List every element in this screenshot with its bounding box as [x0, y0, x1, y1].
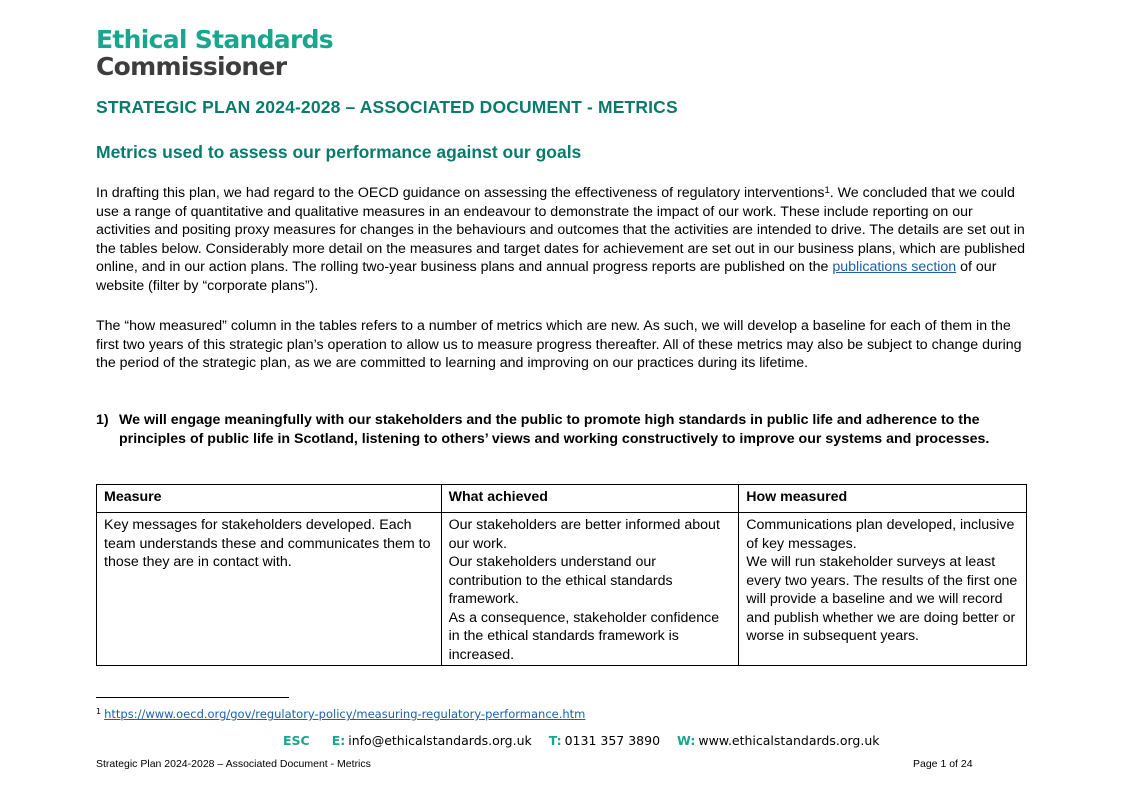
- measured-line-1: Communications plan developed, inclusive of key messages.: [746, 517, 1015, 552]
- achieved-line-1: Our stakeholders are better informed about our work.: [448, 517, 720, 552]
- publications-section-link[interactable]: publications section: [832, 259, 957, 275]
- intro-paragraph: [96, 184, 1026, 295]
- goal-1: [96, 411, 1026, 449]
- cell-what-achieved: [441, 513, 739, 666]
- intro-text-part1: In drafting this plan, we had regard to the OECD guidance on assessing the effectiveness of regulatory interventions: [96, 185, 825, 201]
- table-row: [97, 513, 1027, 666]
- header-measure: Measure: [97, 485, 442, 513]
- table-header-row: [97, 485, 1027, 513]
- how-measured-paragraph: The “how measured” column in the tables refers to a number of metrics which are new. As such, we will develop a baseline for each of them in the first two years of this strategic plan’s operation to allow us to measure progress thereafter. All of these metrics may also be subject to change during the period of the strategic plan, as we are committed to learning and improving on our practices during its lifetime.: [96, 318, 1022, 371]
- logo-line-2: Commissioner: [96, 52, 287, 81]
- intro-text-part3: of our website (filter by “corporate plans”).: [96, 259, 997, 294]
- document-title: STRATEGIC PLAN 2024-2028 – ASSOCIATED DOCUMENT - METRICS: [96, 97, 678, 117]
- measured-line-2: We will run stakeholder surveys at least every two years. The results of the first one will provide a baseline and we will record and publish whether we are doing better or worse in subsequent years.: [746, 554, 1018, 644]
- phone-number: 0131 357 3890: [564, 733, 661, 748]
- page-number: Page 1 of 24: [913, 758, 973, 770]
- footnote-reference[interactable]: 1: [824, 185, 830, 196]
- achieved-line-3: As a consequence, stakeholder confidence in the ethical standards framework is increased.: [448, 609, 720, 663]
- logo-line-1: Ethical Standards: [96, 25, 333, 54]
- phone-label: T:: [548, 733, 562, 748]
- goal-number: 1): [96, 412, 109, 428]
- measure-text: Key messages for stakeholders developed. Each team understands these and communicates them to those they are in contact with.: [104, 517, 431, 570]
- metrics-table: [96, 484, 1027, 666]
- footer-document-name: Strategic Plan 2024-2028 – Associated Document - Metrics: [96, 758, 371, 770]
- cell-measure: [97, 513, 442, 666]
- header-what-achieved: What achieved: [441, 485, 739, 513]
- ethical-standards-logo: [96, 27, 333, 79]
- header-how-measured: How measured: [739, 485, 1027, 513]
- email-label: E:: [331, 733, 346, 748]
- achieved-line-2: Our stakeholders understand our contribution to the ethical standards framework.: [448, 554, 673, 607]
- web-label: W:: [677, 733, 696, 748]
- footnote-number: 1: [96, 707, 102, 716]
- footnote: [96, 707, 585, 721]
- contact-bar: [283, 733, 879, 748]
- oecd-link[interactable]: https://www.oecd.org/gov/regulatory-policy/measuring-regulatory-performance.htm: [104, 707, 586, 721]
- cell-how-measured: [739, 513, 1027, 666]
- esc-brand: ESC: [283, 733, 310, 748]
- footnote-separator: [96, 697, 289, 698]
- email-address[interactable]: info@ethicalstandards.org.uk: [348, 733, 532, 748]
- website[interactable]: www.ethicalstandards.org.uk: [698, 733, 880, 748]
- section-heading: Metrics used to assess our performance against our goals: [96, 142, 582, 162]
- goal-text: We will engage meaningfully with our stakeholders and the public to promote high standards in public life and adherence to the principles of public life in Scotland, listening to others’ views and working constructively to improve our systems and processes.: [119, 412, 990, 447]
- intro-text-part2: . We concluded that we could use a range of quantitative and qualitative measures in an endeavour to demonstrate the impact of our work. These include reporting on our activities and positing proxy measures for changes in the behaviours and outcomes that the activities are intended to drive. The details are set out in the tables below. Considerably more detail on the measures and target dates for achievement are set out in our business plans, which are published online, and in our action plans. The rolling two-year business plans and annual progress reports are published on the: [96, 185, 1026, 275]
